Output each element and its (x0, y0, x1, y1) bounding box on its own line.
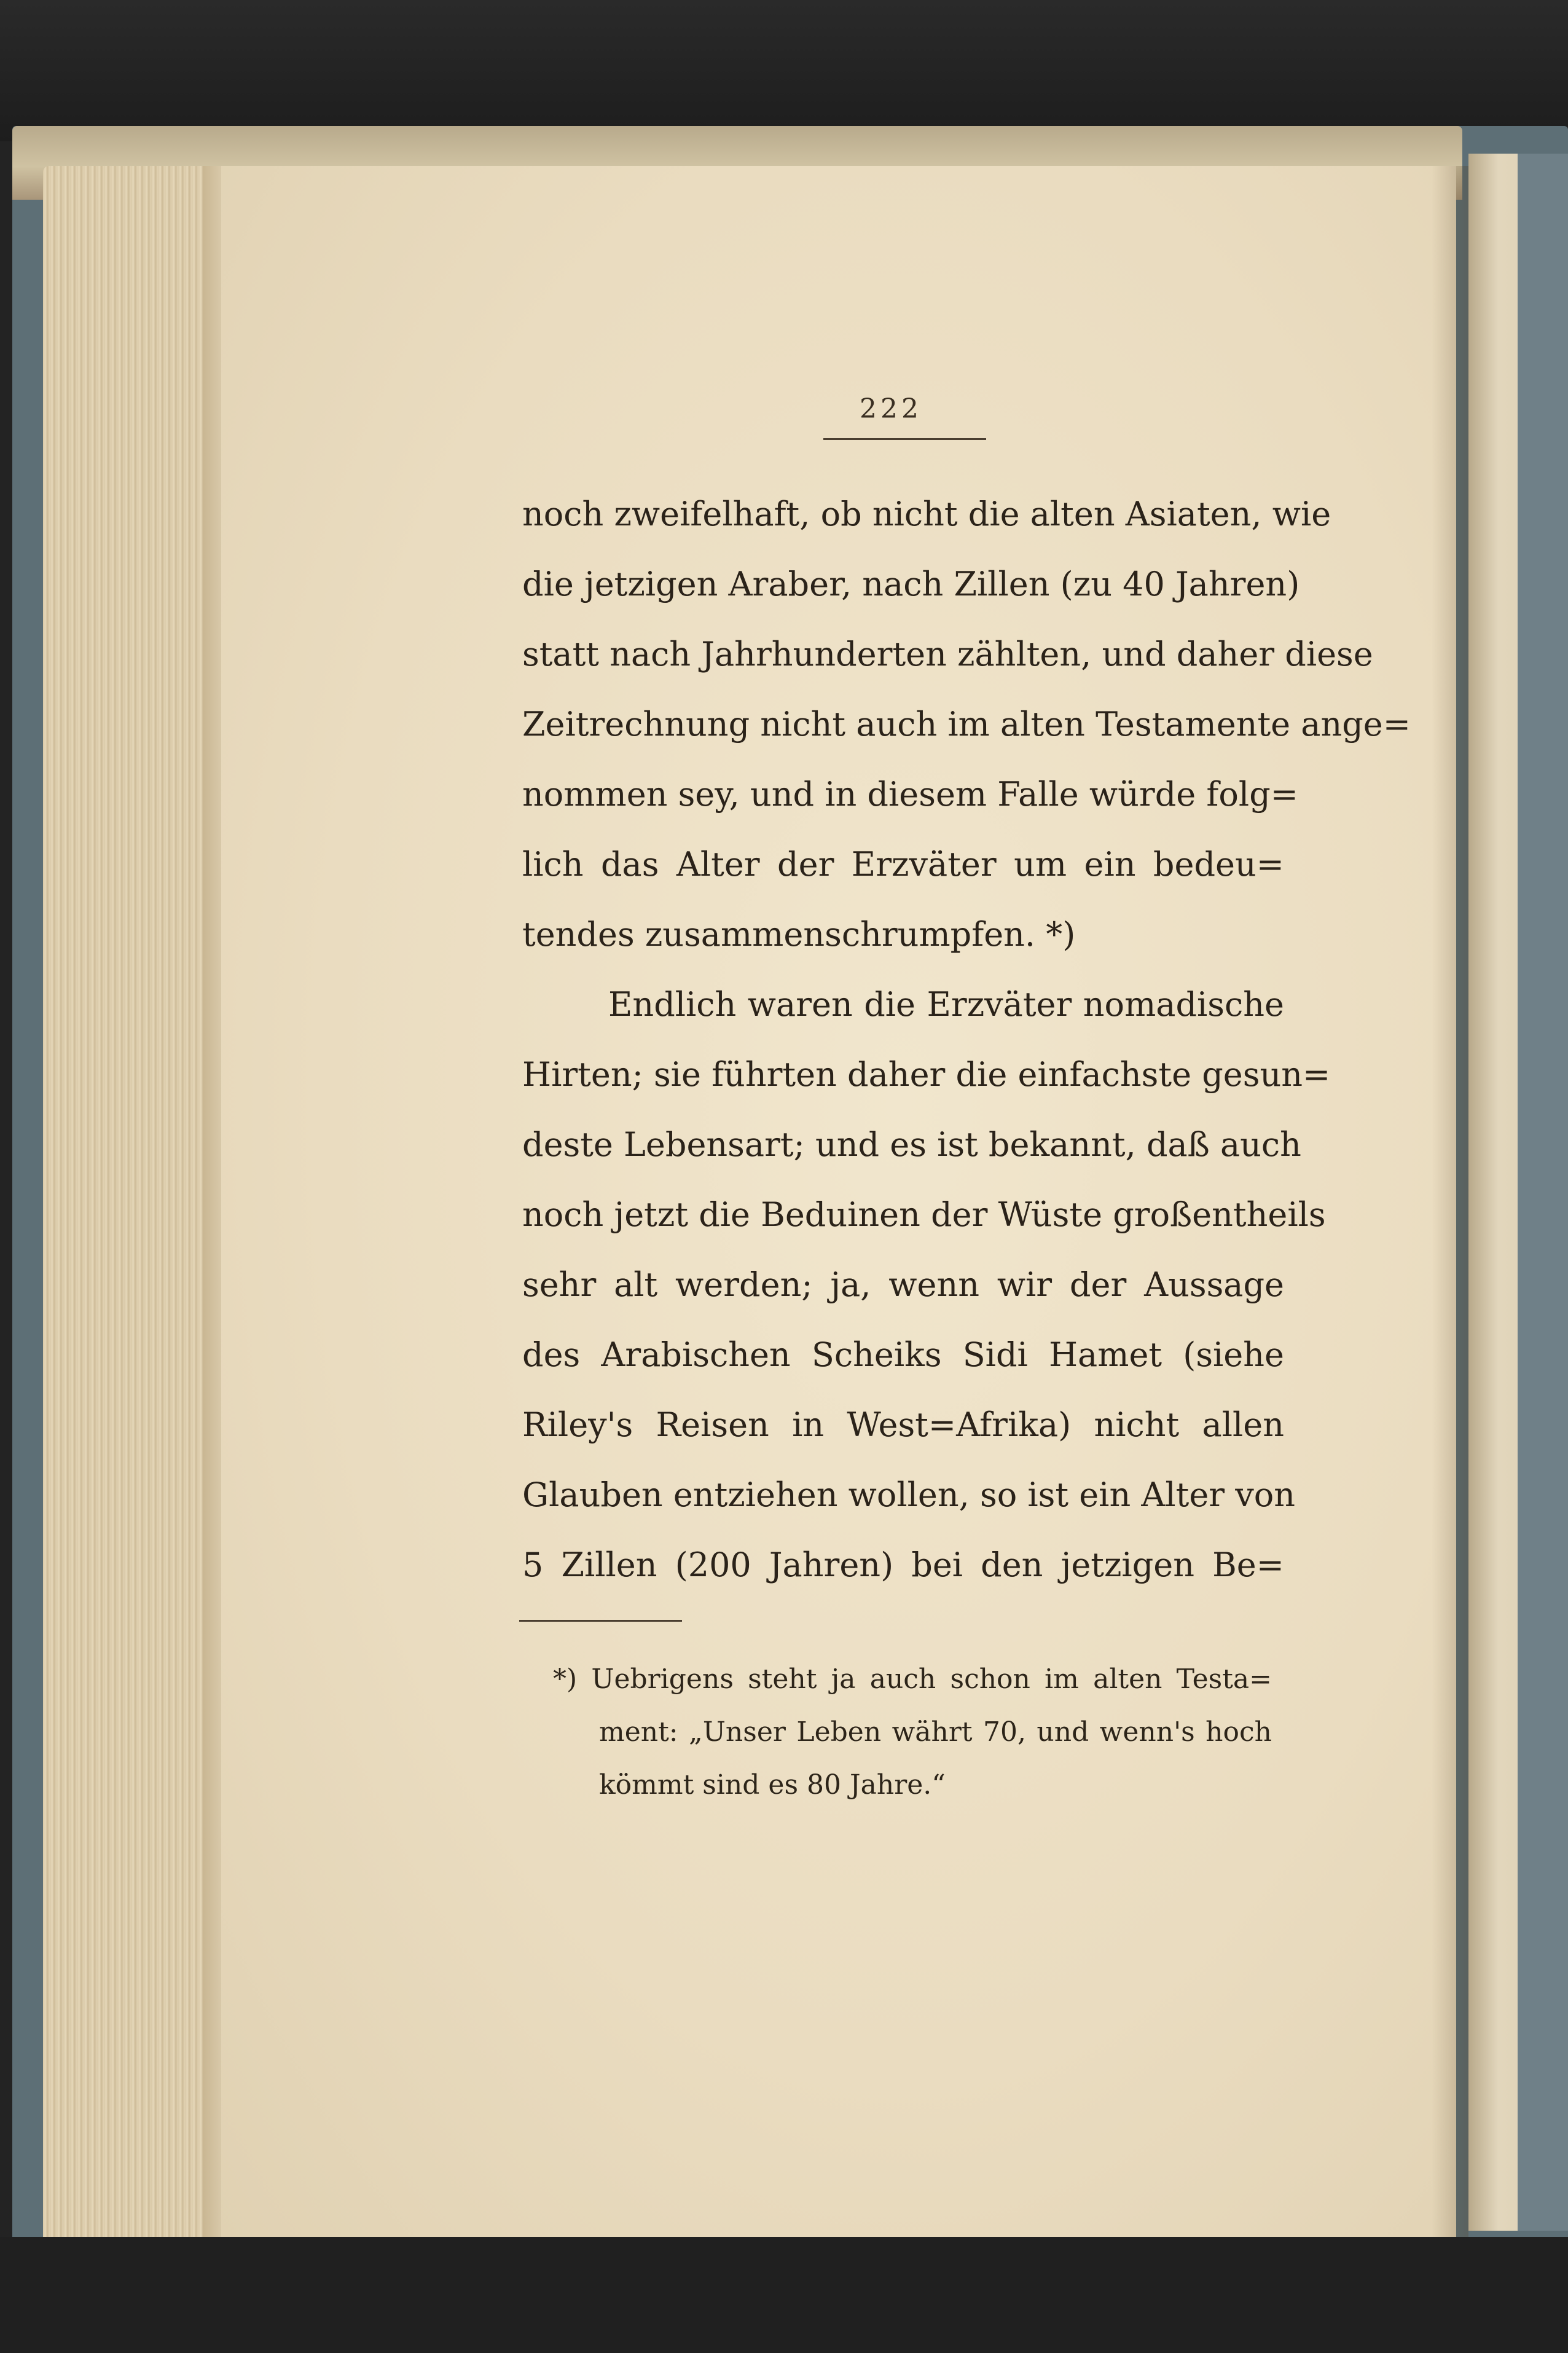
footnote-line: ment: „Unser Leben währt 70, und wenn's hoch (599, 1716, 1272, 1748)
body-line: Zeitrechnung nicht auch im alten Testamente ange= (522, 705, 1411, 744)
body-line: Hirten; sie führten daher die einfachste gesun= (522, 1055, 1331, 1094)
page-gutter (1432, 166, 1468, 2243)
background (0, 0, 1568, 141)
footnote-line: kömmt sind es 80 Jahre.“ (599, 1769, 946, 1801)
body-line: statt nach Jahrhunderten zählten, und daher diese (522, 635, 1373, 674)
facing-cover-edge (1518, 154, 1568, 2231)
body-line: tendes zusammenschrumpfen. *) (522, 915, 1076, 954)
body-line: sehr alt werden; ja, wenn wir der Aussage (522, 1265, 1284, 1304)
body-line: noch jetzt die Beduinen der Wüste großentheils (522, 1195, 1326, 1234)
body-line: 5 Zillen (200 Jahren) bei den jetzigen Be= (522, 1546, 1284, 1584)
body-line: noch zweifelhaft, ob nicht die alten Asiaten, wie (522, 495, 1331, 533)
body-text (522, 479, 1411, 1600)
page-number: 222 (860, 393, 922, 425)
background-bottom (0, 2237, 1568, 2353)
body-line: lich das Alter der Erzväter um ein bedeu= (522, 845, 1284, 884)
body-line: des Arabischen Scheiks Sidi Hamet (siehe (522, 1335, 1284, 1374)
footnote-line: *) Uebrigens steht ja auch schon im alten Testa= (553, 1664, 1272, 1695)
body-line: nommen sey, und in diesem Falle würde folg= (522, 775, 1299, 814)
footnote (553, 1653, 1272, 1812)
body-line: Riley's Reisen in West=Afrika) nicht allen (522, 1405, 1284, 1444)
page-block-edges (43, 166, 227, 2243)
body-line: Glauben entziehen wollen, so ist ein Alter von (522, 1475, 1296, 1514)
footnote-rule (519, 1620, 682, 1622)
header-rule (823, 438, 986, 440)
body-line: deste Lebensart; und es ist bekannt, daß auch (522, 1125, 1301, 1164)
body-line: Endlich waren die Erzväter nomadische (608, 985, 1284, 1024)
body-line: die jetzigen Araber, nach Zillen (zu 40 Jahren) (522, 565, 1300, 603)
